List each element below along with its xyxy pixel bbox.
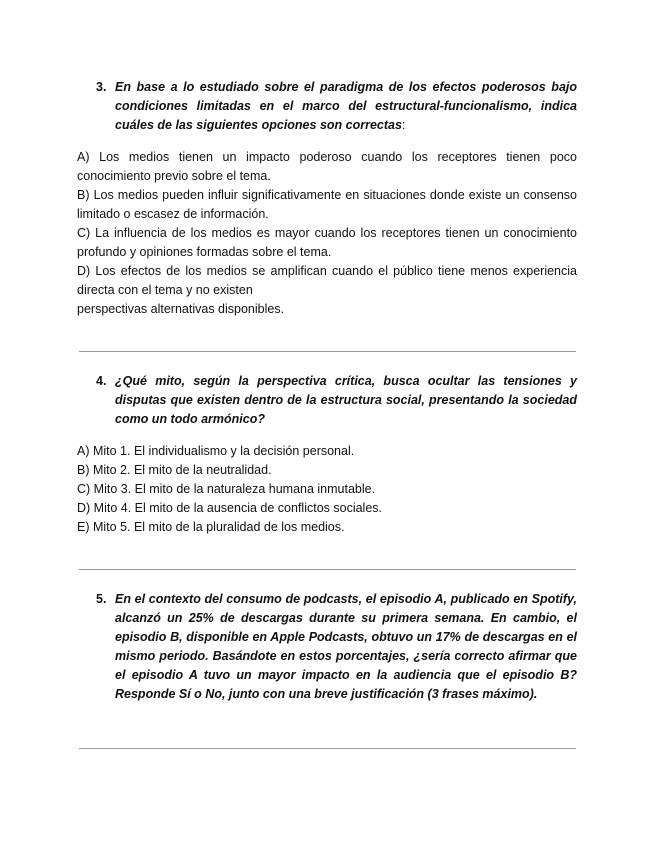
question-4-number: 4. [96, 374, 107, 388]
question-4-option-c: C) Mito 3. El mito de la naturaleza humana inmutable. [77, 482, 376, 496]
question-3-option-d-continued: perspectivas alternativas disponibles. [77, 302, 285, 316]
question-4-option-b: B) Mito 2. El mito de la neutralidad. [77, 463, 272, 477]
question-3-option-b: B) Los medios pueden influir significativamente en situaciones donde existe un consenso limitado o escasez de información. [77, 188, 577, 221]
question-4-option-a: A) Mito 1. El individualismo y la decisión personal. [77, 444, 355, 458]
question-3-number: 3. [96, 80, 107, 94]
question-4-options [77, 442, 577, 537]
question-3-options [77, 148, 577, 319]
question-3-text [115, 78, 577, 135]
question-5 [96, 590, 577, 704]
divider-2 [79, 569, 576, 570]
divider-1 [79, 351, 576, 352]
question-4-option-d: D) Mito 4. El mito de la ausencia de conflictos sociales. [77, 501, 382, 515]
question-3 [96, 78, 577, 135]
question-5-number: 5. [96, 592, 107, 606]
question-3-option-d: D) Los efectos de los medios se amplifican cuando el público tiene menos experiencia directa con el tema y no existen [77, 264, 577, 297]
question-5-text: En el contexto del consumo de podcasts, el episodio A, publicado en Spotify, alcanzó un 25% de descargas durante su primera semana. En cambio, el episodio B, disponible en Apple Podcasts, obtuvo un 17% de descargas en el mismo periodo. Basándote en estos porcentajes, ¿sería correcto afirmar que el episodio A tuvo un mayor impacto en la audiencia que el episodio B? Responde Sí o No, junto con una breve justificación (3 frases máximo). [115, 592, 577, 701]
question-3-option-a: A) Los medios tienen un impacto poderoso cuando los receptores tienen poco conocimiento previo sobre el tema. [77, 150, 577, 183]
question-3-text-main: En base a lo estudiado sobre el paradigma de los efectos poderosos bajo condiciones limitadas en el marco del estructural-funcionalismo, indica cuáles de las siguientes opciones son correctas [115, 80, 577, 132]
question-4-text: ¿Qué mito, según la perspectiva crítica, busca ocultar las tensiones y disputas que existen dentro de la estructura social, presentando la sociedad como un todo armónico? [115, 374, 577, 426]
divider-3 [79, 748, 576, 749]
question-4-option-e: E) Mito 5. El mito de la pluralidad de los medios. [77, 520, 345, 534]
question-3-text-tail: : [401, 118, 406, 132]
question-3-option-c: C) La influencia de los medios es mayor cuando los receptores tienen un conocimiento profundo y opiniones formadas sobre el tema. [77, 226, 577, 259]
question-4 [96, 372, 577, 429]
